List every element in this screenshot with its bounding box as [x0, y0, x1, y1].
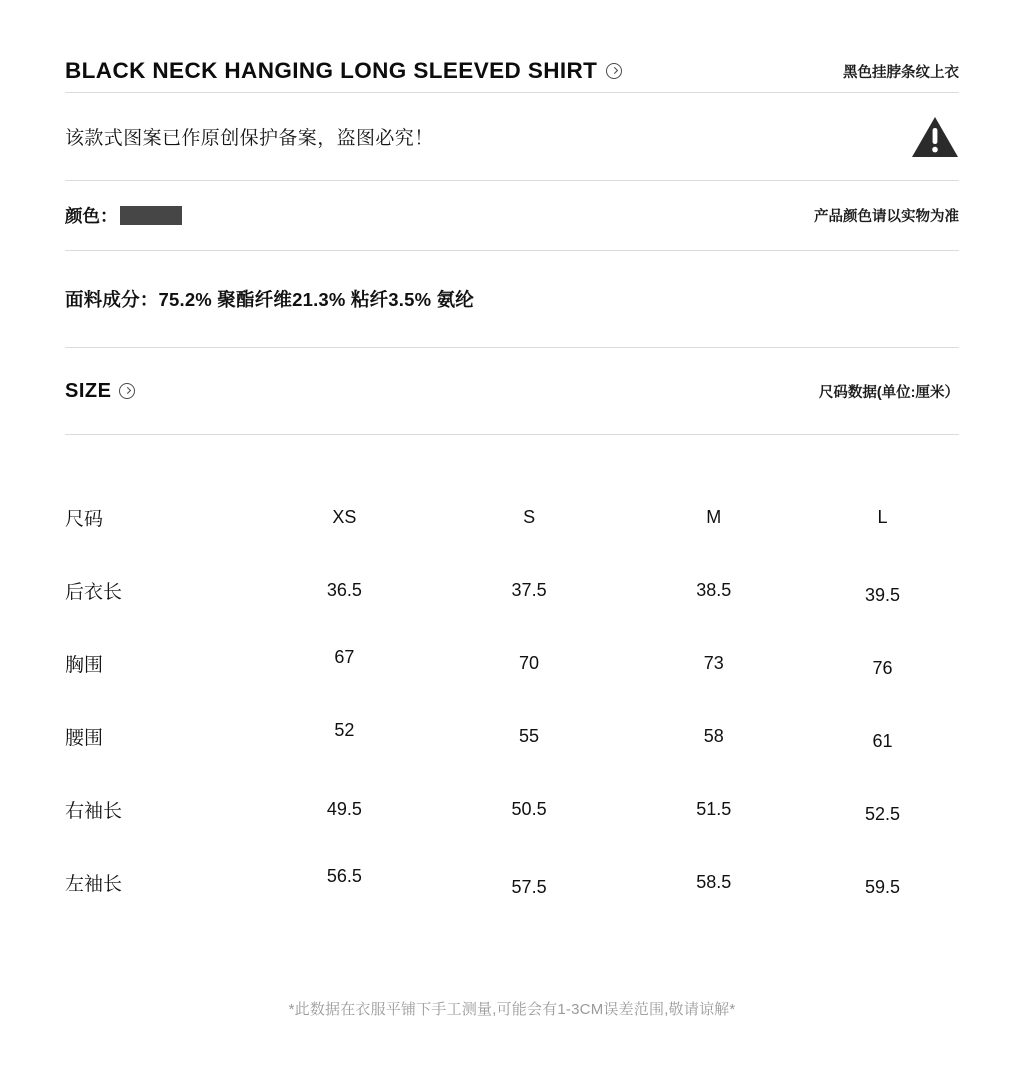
row-label: 胸围 — [65, 655, 104, 676]
table-cell: 73 — [703, 653, 724, 673]
warning-triangle-icon — [911, 115, 959, 159]
table-header-cell: M — [706, 507, 722, 527]
title-translation: 黑色挂脖条纹上衣 — [843, 65, 959, 81]
fabric-composition-text: 面料成分：75.2% 聚酯纤维21.3% 粘纤3.5% 氨纶 — [65, 289, 474, 310]
table-cell: 50.5 — [511, 799, 547, 819]
color-left-group — [65, 203, 182, 228]
copyright-notice-row — [65, 93, 959, 181]
color-row — [65, 181, 959, 251]
size-unit-note: 尺码数据(单位:厘米） — [818, 384, 959, 401]
measurement-footnote: *此数据在衣服平铺下手工测量,可能会有1-3CM误差范围,敬请谅解* — [288, 1001, 736, 1018]
title-left-group — [65, 58, 622, 84]
table-row — [65, 846, 959, 919]
title-row — [65, 0, 959, 93]
table-cell: 38.5 — [696, 580, 732, 600]
table-cell: 76 — [872, 658, 893, 678]
table-row — [65, 700, 959, 773]
color-label: 颜色： — [65, 206, 118, 226]
size-table-wrapper — [65, 481, 959, 919]
table-cell: 61 — [872, 731, 893, 751]
table-cell: 59.5 — [864, 877, 901, 897]
size-table — [65, 481, 959, 919]
table-cell: 49.5 — [326, 799, 362, 819]
table-row — [65, 554, 959, 627]
table-cell: 36.5 — [326, 580, 362, 600]
table-header-row — [65, 481, 959, 554]
table-cell: 56.5 — [326, 866, 362, 886]
size-left-group — [65, 380, 135, 403]
fabric-row — [65, 251, 959, 348]
table-header-cell: L — [877, 507, 888, 527]
page-title: BLACK NECK HANGING LONG SLEEVED SHIRT — [65, 58, 598, 83]
table-row — [65, 627, 959, 700]
size-header-row — [65, 348, 959, 435]
table-cell: 57.5 — [511, 877, 547, 897]
table-cell: 70 — [519, 653, 540, 673]
row-label: 腰围 — [65, 728, 104, 749]
row-label: 左袖长 — [65, 874, 123, 895]
table-cell: 58 — [703, 726, 724, 746]
size-section-title: SIZE — [65, 379, 112, 402]
table-cell: 67 — [334, 647, 355, 667]
row-label: 右袖长 — [65, 801, 123, 822]
content-column — [65, 0, 959, 919]
table-cell: 52 — [334, 720, 355, 740]
table-cell: 58.5 — [696, 872, 732, 892]
table-header-cell: 尺码 — [65, 509, 104, 530]
table-cell: 39.5 — [864, 585, 901, 605]
color-swatch[interactable] — [120, 206, 182, 225]
copyright-notice-text: 该款式图案已作原创保护备案，盗图必究！ — [65, 128, 434, 149]
chevron-right-circle-icon[interactable] — [606, 63, 622, 79]
table-cell: 51.5 — [696, 799, 732, 819]
table-cell: 55 — [519, 726, 540, 746]
table-cell: 37.5 — [511, 580, 547, 600]
table-cell: 52.5 — [864, 804, 901, 824]
table-header-cell: S — [523, 507, 536, 527]
table-header-cell: XS — [332, 507, 357, 527]
table-row — [65, 773, 959, 846]
chevron-right-circle-icon[interactable] — [119, 383, 135, 399]
row-label: 后衣长 — [65, 582, 123, 603]
color-disclaimer: 产品颜色请以实物为准 — [814, 209, 959, 225]
